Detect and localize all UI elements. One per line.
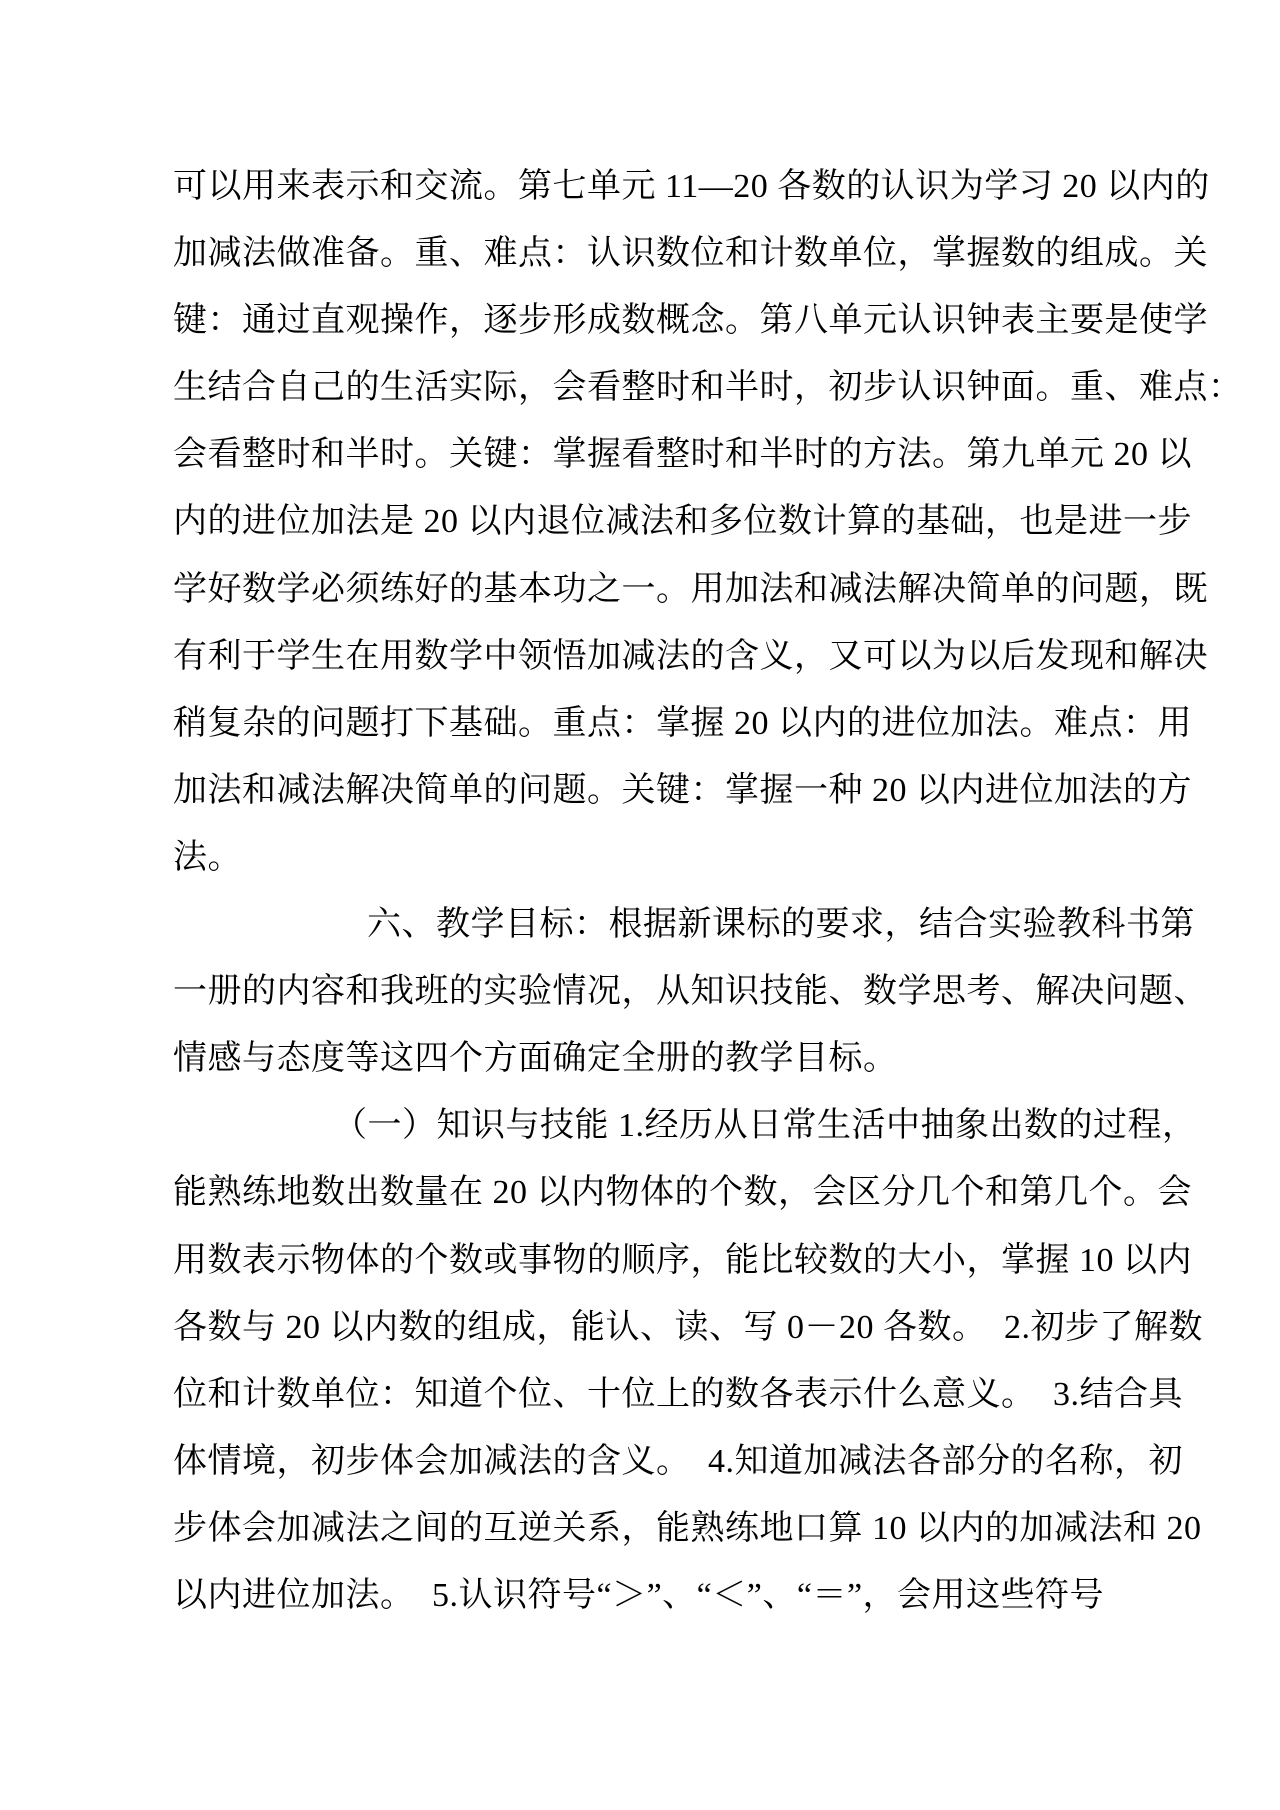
text-line: 键：通过直观操作，逐步形成数概念。第八单元认识钟表主要是使学 — [173, 302, 1208, 340]
text-line: 位和计数单位：知道个位、十位上的数各表示什么意义。 3.结合具 — [173, 1375, 1183, 1413]
text-line: 能熟练地数出数量在 20 以内物体的个数，会区分几个和第几个。会 — [173, 1174, 1192, 1212]
text-line: 生结合自己的生活实际，会看整时和半时，初步认识钟面。重、难点： — [173, 369, 1243, 407]
text-line: 加减法做准备。重、难点：认识数位和计数单位，掌握数的组成。关 — [173, 235, 1208, 273]
document-body — [173, 153, 1243, 1629]
text-line: 内的进位加法是 20 以内退位减法和多位数计算的基础，也是进一步 — [173, 503, 1192, 541]
text-line: 稍复杂的问题打下基础。重点：掌握 20 以内的进位加法。难点：用 — [173, 704, 1192, 742]
text-line: （一）知识与技能 1.经历从日常生活中抽象出数的过程， — [333, 1107, 1197, 1145]
text-line: 法。 — [173, 838, 242, 876]
text-line: 可以用来表示和交流。第七单元 11—20 各数的认识为学习 20 以内的 — [173, 168, 1210, 205]
text-line: 步体会加减法之间的互逆关系，能熟练地口算 10 以内的加减法和 20 — [173, 1509, 1202, 1547]
text-line: 一册的内容和我班的实验情况，从知识技能、数学思考、解决问题、 — [173, 973, 1208, 1011]
text-line: 六、教学目标：根据新课标的要求，结合实验教科书第 — [367, 906, 1195, 944]
text-line: 用数表示物体的个数或事物的顺序，能比较数的大小，掌握 10 以内 — [173, 1241, 1192, 1279]
text-line: 各数与 20 以内数的组成，能认、读、写 0－20 各数。 2.初步了解数 — [173, 1308, 1203, 1346]
text-line: 情感与态度等这四个方面确定全册的教学目标。 — [173, 1040, 898, 1078]
text-line: 有利于学生在用数学中领悟加减法的含义，又可以为以后发现和解决 — [173, 637, 1208, 675]
text-line: 会看整时和半时。关键：掌握看整时和半时的方法。第九单元 20 以 — [173, 436, 1192, 474]
text-line: 学好数学必须练好的基本功之一。用加法和减法解决简单的问题，既 — [173, 570, 1208, 608]
text-line: 加法和减法解决简单的问题。关键：掌握一种 20 以内进位加法的方 — [173, 771, 1192, 809]
text-line: 以内进位加法。 5.认识符号“＞”、“＜”、“＝”，会用这些符号 — [173, 1576, 1105, 1614]
text-line: 体情境，初步体会加减法的含义。 4.知道加减法各部分的名称，初 — [173, 1442, 1183, 1480]
